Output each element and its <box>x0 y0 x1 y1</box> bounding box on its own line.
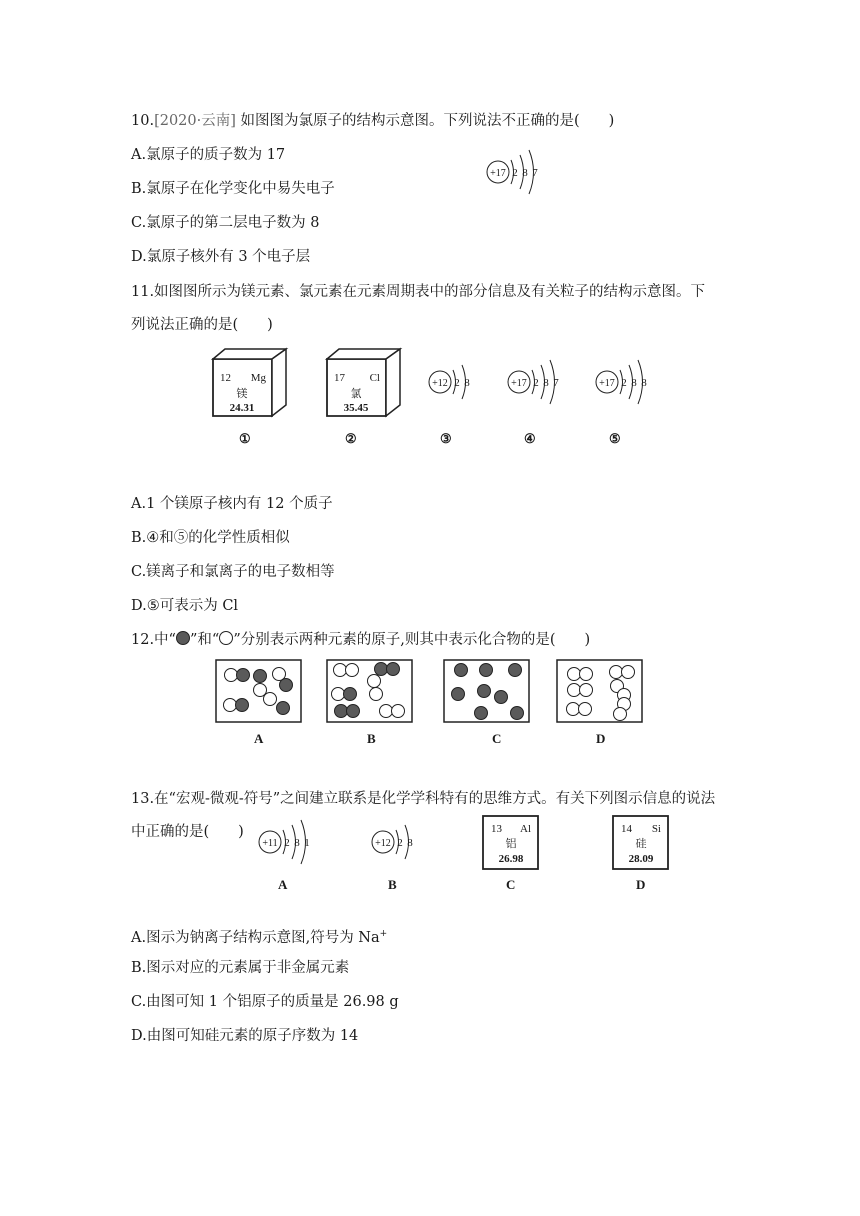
atomic-mass: 35.45 <box>343 402 369 414</box>
element-name: 氯 <box>350 388 362 400</box>
q12-stem <box>131 630 590 650</box>
shell-electrons: 8 <box>543 377 549 389</box>
q13-stem-line1: 13.在“宏观-微观-符号”之间建立联系是化学学科特有的思维方式。有关下列图示信息的说法 <box>131 791 716 807</box>
atomic-mass: 28.09 <box>628 853 654 865</box>
q10-option-d[interactable]: D.氯原子核外有 3 个电子层 <box>131 249 311 265</box>
element-name: 镁 <box>236 388 248 400</box>
atomic-mass: 26.98 <box>498 853 524 865</box>
nucleus-charge: +17 <box>511 378 527 389</box>
q11-element-cube-mg <box>210 347 292 419</box>
nucleus-charge: +11 <box>262 838 278 849</box>
q13-option-d[interactable]: D.由图可知硅元素的原子序数为 14 <box>131 1028 359 1044</box>
q11-particle-3-diagram <box>426 354 486 410</box>
shell-electrons: 8 <box>522 167 528 179</box>
q13-particle-b-diagram <box>369 814 429 870</box>
q11-label-1: ① <box>239 431 251 446</box>
q10-stem-text: 如图图为氯原子的结构示意图。下列说法不正确的是( ) <box>240 113 615 129</box>
q11-label-4: ④ <box>524 431 536 446</box>
q12-box-d[interactable] <box>556 659 644 725</box>
dark-atom-icon <box>176 631 190 645</box>
element-symbol: Cl <box>369 372 380 384</box>
q10-option-c[interactable]: C.氯原子的第二层电子数为 8 <box>131 215 320 231</box>
element-symbol: Si <box>651 823 661 835</box>
q12-stem-part: ”分别表示两种元素的原子,则其中表示化合物的是( ) <box>233 632 591 648</box>
q11-label-5: ⑤ <box>609 431 621 446</box>
shell-electrons: 8 <box>294 837 300 849</box>
element-symbol: Al <box>520 823 531 835</box>
q13-element-card-al <box>482 815 540 871</box>
q13-option-b[interactable]: B.图示对应的元素属于非金属元素 <box>131 960 350 976</box>
q12-stem-part: ”和“ <box>189 632 220 648</box>
q11-option-c[interactable]: C.镁离子和氯离子的电子数相等 <box>131 564 335 580</box>
shell-electrons: 2 <box>512 167 518 179</box>
element-name: 铝 <box>505 838 517 850</box>
q11-option-a[interactable]: A.1 个镁原子核内有 12 个质子 <box>131 496 333 512</box>
shell-electrons: 8 <box>641 377 647 389</box>
q11-label-2: ② <box>345 431 357 446</box>
shell-electrons: 1 <box>304 837 310 849</box>
q12-box-a[interactable] <box>215 659 303 725</box>
q12-box-b[interactable] <box>326 659 414 725</box>
q12-box-c[interactable] <box>443 659 531 725</box>
shell-electrons: 7 <box>553 377 559 389</box>
q10-option-b[interactable]: B.氯原子在化学变化中易失电子 <box>131 181 335 197</box>
light-atom-icon <box>219 631 233 645</box>
atomic-mass: 24.31 <box>229 402 255 414</box>
shell-electrons: 7 <box>532 167 538 179</box>
q12-label-b: B <box>367 731 376 746</box>
nucleus-charge: +17 <box>490 168 506 179</box>
q11-option-b[interactable]: B.④和⑤的化学性质相似 <box>131 530 290 546</box>
q10-source: [2020·云南] <box>154 113 236 129</box>
q11-particle-5-diagram <box>593 352 663 412</box>
q11-label-3: ③ <box>440 431 452 446</box>
element-name: 硅 <box>635 838 647 850</box>
q13-stem-line2: 中正确的是( ) <box>131 824 244 840</box>
q10-number: 10. <box>131 113 155 129</box>
q11-option-d[interactable]: D.⑤可表示为 Cl <box>131 598 239 614</box>
shell-electrons: 2 <box>533 377 539 389</box>
atomic-number: 12 <box>220 372 231 384</box>
q11-element-cube-cl <box>324 347 406 419</box>
nucleus-charge: +12 <box>432 378 448 389</box>
q13-label-d: D <box>636 877 646 892</box>
nucleus-charge: +12 <box>375 838 391 849</box>
shell-electrons: 2 <box>621 377 627 389</box>
shell-electrons: 8 <box>464 377 470 389</box>
q12-label-d: D <box>596 731 606 746</box>
q10-option-a[interactable]: A.氯原子的质子数为 17 <box>131 147 286 163</box>
q12-label-c: C <box>492 731 502 746</box>
q13-label-c: C <box>506 877 516 892</box>
shell-electrons: 8 <box>407 837 413 849</box>
q13-option-a[interactable] <box>131 924 387 948</box>
shell-electrons: 8 <box>631 377 637 389</box>
shell-electrons: 2 <box>284 837 290 849</box>
q13-element-card-si <box>612 815 670 871</box>
q12-stem-part: 12.中“ <box>131 632 176 648</box>
shell-electrons: 2 <box>454 377 460 389</box>
q13-option-a-text: A.图示为钠离子结构示意图,符号为 Na <box>131 929 380 946</box>
q12-label-a: A <box>254 731 264 746</box>
atomic-number: 17 <box>334 372 345 384</box>
q10-stem <box>131 111 614 131</box>
shell-electrons: 2 <box>397 837 403 849</box>
q11-particle-4-diagram <box>505 352 575 412</box>
q13-label-b: B <box>388 877 397 892</box>
q13-option-c[interactable]: C.由图可知 1 个铝原子的质量是 26.98 g <box>131 994 399 1010</box>
q13-particle-a-diagram <box>256 812 326 872</box>
q11-stem-line2: 列说法正确的是( ) <box>131 317 273 333</box>
atomic-number: 14 <box>621 823 632 835</box>
q10-chlorine-atom-diagram <box>484 143 554 201</box>
nucleus-charge: +17 <box>599 378 615 389</box>
q13-label-a: A <box>278 877 288 892</box>
element-symbol: Mg <box>250 372 266 384</box>
q11-stem-line1: 11.如图图所示为镁元素、氯元素在元素周期表中的部分信息及有关粒子的结构示意图。下 <box>131 284 706 300</box>
na-superscript: + <box>379 929 388 939</box>
atomic-number: 13 <box>491 823 502 835</box>
